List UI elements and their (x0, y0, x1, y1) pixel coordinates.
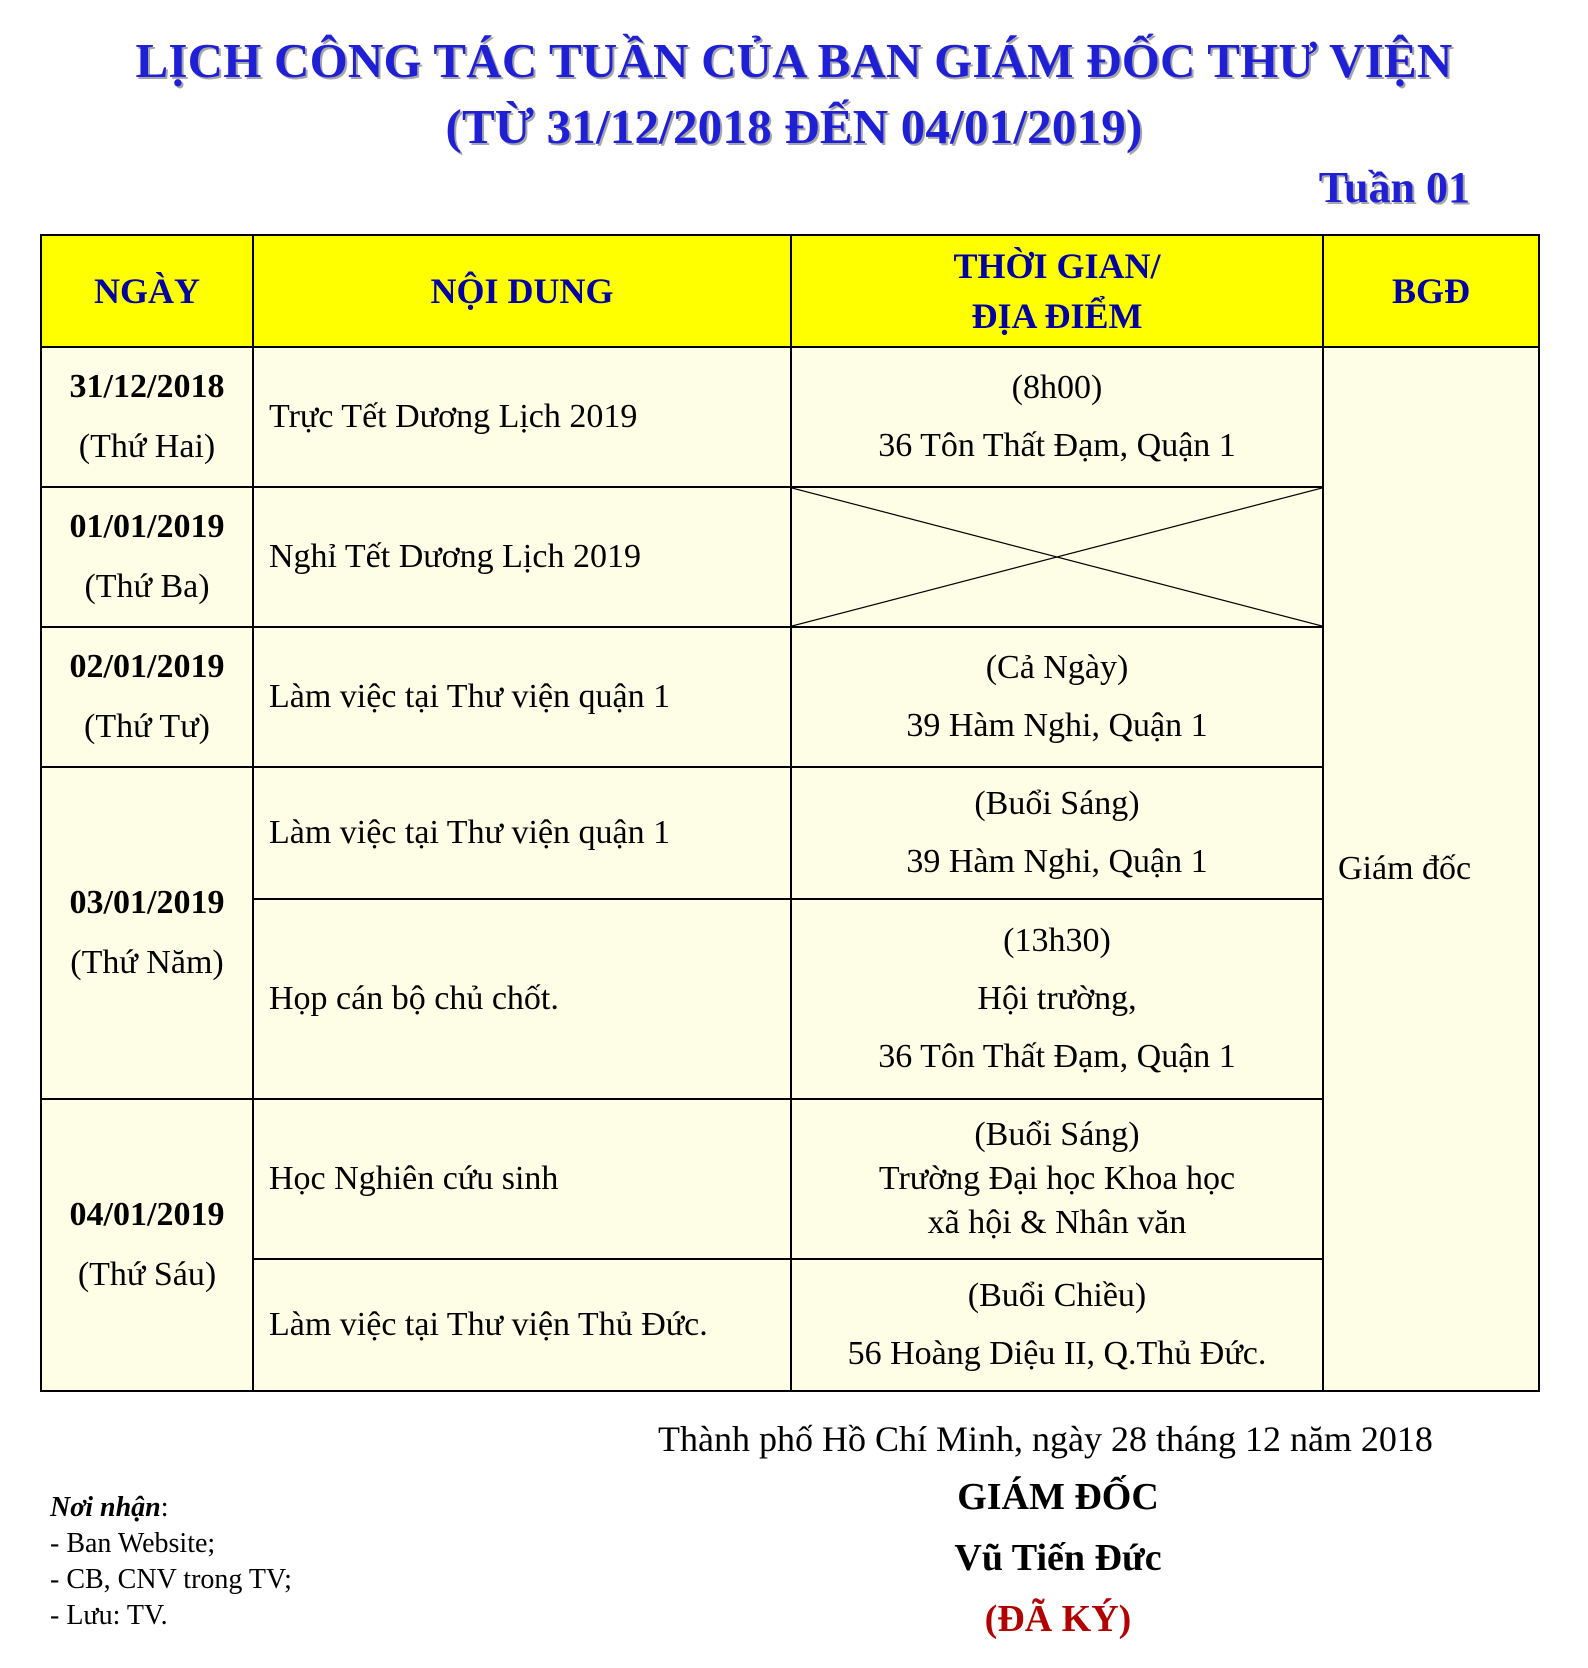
content-cell: Học Nghiên cứu sinh (253, 1099, 791, 1259)
recipient-item: - CB, CNV trong TV; (50, 1564, 292, 1595)
header-time-label: THỜI GIAN/ (953, 246, 1161, 286)
table-row (41, 1099, 1539, 1259)
location-value: 56 Hoàng Diệu II, Q.Thủ Đức. (847, 1335, 1267, 1372)
date-cell (41, 767, 253, 1099)
location-value: 39 Hàm Nghi, Quận 1 (906, 843, 1208, 880)
time-location-cell (791, 347, 1323, 487)
date-cell (41, 627, 253, 767)
table-row (41, 1259, 1539, 1391)
content-cell: Nghỉ Tết Dương Lịch 2019 (253, 487, 791, 627)
header-row (41, 235, 1539, 347)
time-location-cell (791, 627, 1323, 767)
location-value: 36 Tôn Thất Đạm, Quận 1 (878, 1038, 1236, 1075)
time-location-cell-crossed-out (791, 487, 1323, 627)
weekday-value: (Thứ Ba) (84, 568, 210, 605)
signer-name: Vũ Tiến Đức (954, 1537, 1162, 1579)
content-cell: Làm việc tại Thư viện quận 1 (253, 767, 791, 899)
table-row (41, 767, 1539, 899)
header-date: NGÀY (41, 235, 253, 347)
date-value: 03/01/2019 (69, 884, 225, 921)
header-location-label: ĐỊA ĐIỂM (971, 296, 1143, 336)
date-cell (41, 1099, 253, 1391)
time-value: (8h00) (1011, 369, 1103, 406)
place-and-date: Thành phố Hồ Chí Minh, ngày 28 tháng 12 năm 2018 (658, 1419, 1433, 1459)
schedule-table (40, 234, 1540, 1392)
weekday-value: (Thứ Sáu) (77, 1256, 217, 1293)
weekday-value: (Thứ Năm) (70, 944, 224, 981)
header-time-location (791, 235, 1323, 347)
page-subtitle-date-range: (TỪ 31/12/2018 ĐẾN 04/01/2019) (445, 99, 1143, 154)
bgd-cell: Giám đốc (1323, 347, 1539, 1391)
content-cell: Làm việc tại Thư viện Thủ Đức. (253, 1259, 791, 1391)
location-value: 39 Hàm Nghi, Quận 1 (906, 707, 1208, 744)
date-value: 02/01/2019 (69, 648, 225, 685)
recipients-label: Nơi nhận (50, 1492, 161, 1523)
table-row (41, 627, 1539, 767)
recipients-block (50, 1490, 292, 1634)
time-value: (Buổi Sáng) (974, 1116, 1140, 1153)
location-value: Hội trường, (977, 980, 1137, 1017)
recipient-item: - Ban Website; (50, 1528, 216, 1559)
signer-role: GIÁM ĐỐC (957, 1476, 1159, 1518)
date-value: 01/01/2019 (69, 508, 225, 545)
header-bgd: BGĐ (1323, 235, 1539, 347)
time-location-cell (791, 899, 1323, 1099)
time-value: (Buổi Sáng) (974, 785, 1140, 822)
location-value: xã hội & Nhân văn (927, 1204, 1187, 1241)
table-row (41, 899, 1539, 1099)
recipients-heading: Nơi nhận: (50, 1492, 169, 1523)
date-value: 04/01/2019 (69, 1196, 225, 1233)
recipient-item: - Lưu: TV. (50, 1600, 168, 1631)
date-cell (41, 347, 253, 487)
table-row (41, 347, 1539, 487)
location-value: 36 Tôn Thất Đạm, Quận 1 (878, 427, 1236, 464)
page-title: LỊCH CÔNG TÁC TUẦN CỦA BAN GIÁM ĐỐC THƯ VIỆN (135, 33, 1453, 88)
time-value: (Cả Ngày) (985, 649, 1129, 686)
content-cell: Làm việc tại Thư viện quận 1 (253, 627, 791, 767)
location-value: Trường Đại học Khoa học (878, 1160, 1236, 1197)
date-cell (41, 487, 253, 627)
content-cell: Trực Tết Dương Lịch 2019 (253, 347, 791, 487)
time-location-cell (791, 1259, 1323, 1391)
time-value: (Buổi Chiều) (967, 1277, 1147, 1314)
content-cell: Họp cán bộ chủ chốt. (253, 899, 791, 1099)
weekday-value: (Thứ Tư) (84, 708, 210, 745)
table-row (41, 487, 1539, 627)
cross-out-mark (792, 488, 1322, 626)
time-location-cell (791, 767, 1323, 899)
date-value: 31/12/2018 (69, 368, 225, 405)
header-content: NỘI DUNG (253, 235, 791, 347)
signed-status: (ĐÃ KÝ) (984, 1598, 1132, 1640)
time-location-cell (791, 1099, 1323, 1259)
weekday-value: (Thứ Hai) (78, 428, 216, 465)
time-value: (13h30) (1003, 922, 1111, 959)
week-number: Tuần 01 (1318, 163, 1470, 212)
